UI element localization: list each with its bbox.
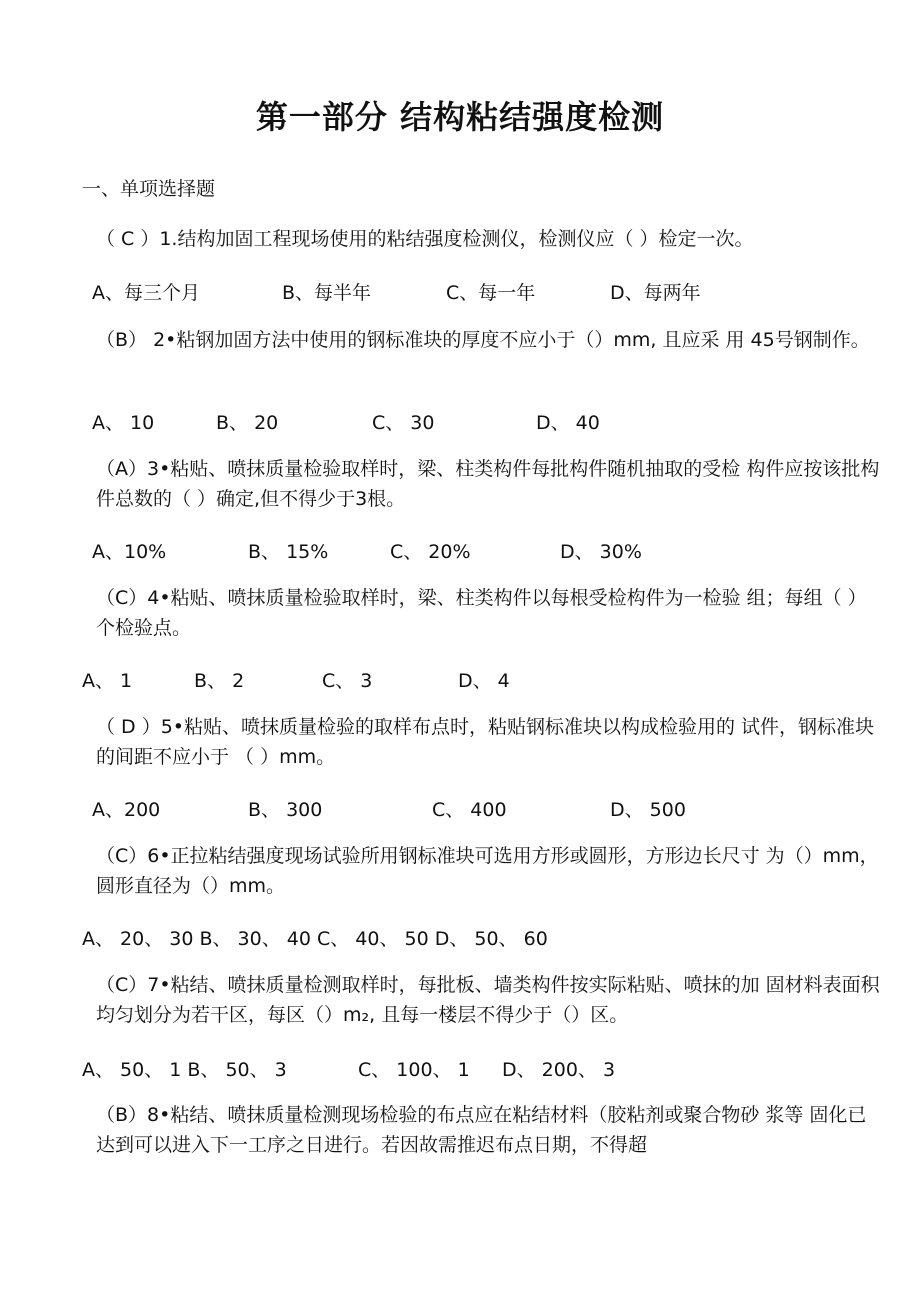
question-3-text: （A）3•粘贴、喷抹质量检验取样时，梁、柱类构件每批构件随机抽取的受检 构件应按该批构件总数的（ ）确定,但不得少于3根。 <box>96 458 880 510</box>
question-7 <box>82 970 882 1030</box>
option-a: A、200 <box>92 799 161 821</box>
option-b: B、 15% <box>248 541 329 563</box>
question-8-text: （B）8•粘结、喷抹质量检测现场检验的布点应在粘结材料（胶粘剂或聚合物砂 浆等 固化已达到可以进入下一工序之日进行。若因故需推迟布点日期，不得超 <box>96 1104 867 1156</box>
option-d: D、 4 <box>458 670 510 692</box>
option-c: C、 30 <box>372 412 435 434</box>
question-3-options <box>82 537 882 563</box>
question-8 <box>82 1100 882 1160</box>
question-3 <box>82 454 882 514</box>
option-c: C、 3 <box>322 670 373 692</box>
question-4-text: （C）4•粘贴、喷抹质量检验取样时，梁、柱类构件以每根受检构件为一检验 组；每组（ ）个检验点。 <box>96 587 867 639</box>
question-2-text: （B） 2•粘钢加固方法中使用的钢标准块的厚度不应小于（）mm, 且应采 用 45号钢制作。 <box>96 329 870 351</box>
option-c: C、每一年 <box>446 282 536 304</box>
section-heading: 一、单项选择题 <box>82 178 216 200</box>
question-1-options <box>82 278 882 304</box>
option-c: C、 400 <box>432 799 507 821</box>
question-6 <box>82 841 882 901</box>
option-b: B、 20 <box>216 412 279 434</box>
option-a-b: A、 50、 1 B、 50、 3 <box>82 1059 287 1081</box>
question-2 <box>82 325 882 355</box>
question-4-options <box>82 666 882 692</box>
question-5-text: （ D ）5•粘贴、喷抹质量检验的取样布点时，粘贴钢标准块以构成检验用的 试件，钢标准块的间距不应小于 （ ）mm。 <box>96 716 875 768</box>
question-7-text: （C）7•粘结、喷抹质量检测取样时，每批板、墙类构件按实际粘贴、喷抹的加 固材料表面积均匀划分为若干区，每区（）m₂, 且每一楼层不得少于（）区。 <box>96 974 880 1026</box>
question-5-options <box>82 795 882 821</box>
option-a: A、每三个月 <box>92 282 200 304</box>
question-1-text: （ C ）1.结构加固工程现场使用的粘结强度检测仪，检测仪应（ ）检定一次。 <box>96 228 754 250</box>
option-b: B、 300 <box>248 799 323 821</box>
option-line: A、 20、 30 B、 30、 40 C、 40、 50 D、 50、 60 <box>82 928 548 950</box>
question-6-options <box>82 924 882 950</box>
option-d: D、每两年 <box>610 282 701 304</box>
question-2-options <box>82 408 882 434</box>
question-5 <box>82 712 882 772</box>
option-d: D、 500 <box>610 799 686 821</box>
option-b: B、 2 <box>194 670 245 692</box>
option-d: D、 30% <box>560 541 642 563</box>
option-b: B、每半年 <box>282 282 372 304</box>
option-a: A、 10 <box>92 412 155 434</box>
option-d: D、 40 <box>536 412 600 434</box>
question-1 <box>82 224 882 254</box>
question-7-options <box>82 1055 882 1081</box>
question-4 <box>82 583 882 643</box>
option-c: C、 100、 1 <box>358 1059 470 1081</box>
page-title: 第一部分 结构粘结强度检测 <box>255 98 665 136</box>
option-c: C、 20% <box>390 541 471 563</box>
question-6-text: （C）6•正拉粘结强度现场试验所用钢标准块可选用方形或圆形，方形边长尺寸 为（）mm，圆形直径为（）mm。 <box>96 845 879 897</box>
option-a: A、 1 <box>82 670 133 692</box>
option-a: A、10% <box>92 541 167 563</box>
option-d: D、 200、 3 <box>502 1059 616 1081</box>
